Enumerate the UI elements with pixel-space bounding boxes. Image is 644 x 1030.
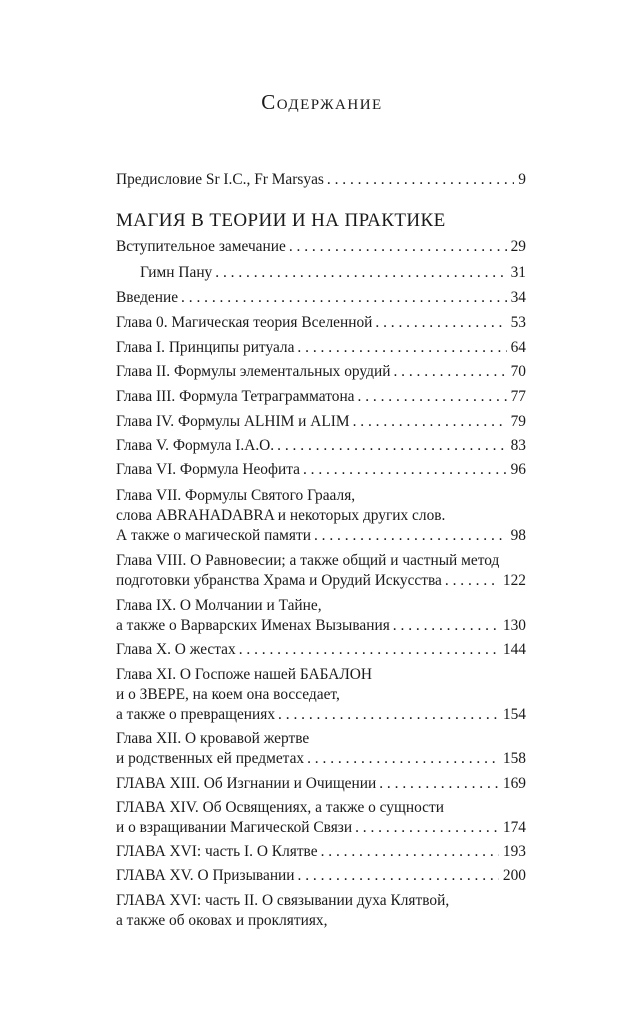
toc-entry-label: А также о магической памяти: [116, 527, 311, 544]
section-heading: МАГИЯ В ТЕОРИИ И НА ПРАКТИКЕ: [116, 210, 446, 231]
toc-page-number: 174: [502, 819, 526, 836]
toc-entry-line: ГЛАВА XVI: часть II. О связывании духа Клятвой,: [116, 892, 450, 909]
dot-leader: [355, 818, 499, 838]
dot-leader: [297, 338, 506, 358]
dot-leader: [353, 412, 507, 432]
toc-entry: [116, 729, 526, 769]
toc-entry-line: Глава VII. Формулы Святого Грааля,: [116, 487, 356, 504]
toc-entry-label: подготовки убранства Храма и Орудий Искусства: [116, 572, 442, 589]
dot-leader: [379, 774, 499, 794]
toc-page-number: 77: [510, 388, 526, 405]
toc-page-number: 130: [502, 617, 526, 634]
toc-entry: [116, 891, 526, 931]
toc-entry: [116, 866, 526, 886]
toc-page-number: 169: [502, 775, 526, 792]
toc-entry: [140, 263, 526, 283]
dot-leader: [358, 387, 507, 407]
toc-entry: [116, 237, 526, 257]
dot-leader: [307, 749, 499, 769]
page-title: Содержание: [261, 90, 383, 114]
toc-page-number: 96: [510, 461, 526, 478]
toc-entry-label: Глава I. Принципы ритуала: [116, 339, 295, 356]
dot-leader: [303, 460, 507, 480]
dot-leader: [445, 571, 499, 591]
toc-entry-line: Глава IX. О Молчании и Тайне,: [116, 597, 322, 614]
dot-leader: [277, 436, 506, 456]
toc-entry-label: Глава VI. Формула Неофита: [116, 461, 300, 478]
toc-entry: [116, 842, 526, 862]
dot-leader: [393, 616, 499, 636]
toc-entry-preface: [116, 170, 526, 190]
toc-page-number: 31: [510, 264, 526, 281]
toc-entry-line: Глава VIII. О Равновесии; а также общий и частный метод: [116, 552, 500, 569]
dot-leader: [298, 866, 499, 886]
dot-leader: [239, 640, 499, 660]
dot-leader: [278, 705, 499, 725]
toc-entry-line: Глава XI. О Госпоже нашей БАБАЛОН: [116, 666, 373, 683]
toc-entry-line: Глава XII. О кровавой жертве: [116, 730, 310, 747]
toc-entry-label: Гимн Пану: [140, 264, 213, 281]
toc-entry-label: Предисловие Sr I.C., Fr Marsyas: [116, 171, 324, 188]
dot-leader: [375, 313, 506, 333]
toc-entry-label: ГЛАВА XV. О Призывании: [116, 867, 295, 884]
toc-entry: [116, 774, 526, 794]
toc-entry: [116, 313, 526, 333]
dot-leader: [215, 263, 506, 283]
toc-entry: [116, 387, 526, 407]
toc-entry: [116, 436, 526, 456]
dot-leader: [393, 362, 506, 382]
toc-entry-line: и о ЗВЕРЕ, на коем она восседает,: [116, 686, 340, 703]
toc-entry-line: а также об оковах и проклятиях,: [116, 912, 328, 929]
toc-entry-label: Глава III. Формула Тетраграмматона: [116, 388, 355, 405]
toc-entry-label: Глава IV. Формулы ALHIM и ALIM: [116, 413, 350, 430]
toc-entry: [116, 288, 526, 308]
toc-page-number: 122: [502, 572, 526, 589]
toc-entry-label: а также о Варварских Именах Вызывания: [116, 617, 390, 634]
dot-leader: [314, 526, 507, 546]
toc-entry: [116, 362, 526, 382]
toc-entry-label: Глава 0. Магическая теория Вселенной: [116, 314, 373, 331]
toc-page-number: 98: [510, 527, 526, 544]
toc-page-number: 144: [502, 641, 526, 658]
toc-entry-label: и о взращивании Магической Связи: [116, 819, 353, 836]
toc-page-number: 193: [502, 843, 526, 860]
toc-entry-label: Введение: [116, 289, 179, 306]
dot-leader: [289, 237, 507, 257]
toc-entry-label: а также о превращениях: [116, 706, 276, 723]
toc-entry: [116, 460, 526, 480]
toc-entry-line: ГЛАВА XIV. Об Освящениях, а также о сущности: [116, 799, 444, 816]
toc-entry-label: Вступительное замечание: [116, 238, 286, 255]
toc-entry: [116, 486, 526, 546]
toc-page-number: 83: [510, 437, 526, 454]
toc-entry: [116, 798, 526, 838]
toc-page-number: 154: [502, 706, 526, 723]
toc-entry: [116, 640, 526, 660]
toc-entry: [116, 338, 526, 358]
dot-leader: [327, 170, 514, 190]
toc-entry: [116, 665, 526, 725]
toc-page-number: 9: [518, 171, 526, 188]
toc-entry: [116, 596, 526, 636]
toc-entry-label: и родственных ей предметах: [116, 750, 305, 767]
toc-page-number: 64: [510, 339, 526, 356]
dot-leader: [181, 288, 507, 308]
dot-leader: [321, 842, 499, 862]
toc-entry-label: ГЛАВА XVI: часть I. О Клятве: [116, 843, 318, 860]
toc-page-number: 200: [502, 867, 526, 884]
toc-page-number: 158: [502, 750, 526, 767]
toc-page-number: 53: [510, 314, 526, 331]
toc-entry: [116, 412, 526, 432]
toc-page-number: 29: [510, 238, 526, 255]
toc-entry: [116, 551, 526, 591]
toc-page-number: 79: [510, 413, 526, 430]
toc-page-number: 70: [510, 363, 526, 380]
toc-entry-label: Глава V. Формула I.A.O.: [116, 437, 275, 454]
toc-entry-label: ГЛАВА XIII. Об Изгнании и Очищении: [116, 775, 377, 792]
toc-entry-line: слова ABRAHADABRA и некоторых других слов.: [116, 507, 446, 524]
toc-entry-label: Глава II. Формулы элементальных орудий: [116, 363, 391, 380]
toc-page-number: 34: [510, 289, 526, 306]
toc-entry-label: Глава X. О жестах: [116, 641, 236, 658]
